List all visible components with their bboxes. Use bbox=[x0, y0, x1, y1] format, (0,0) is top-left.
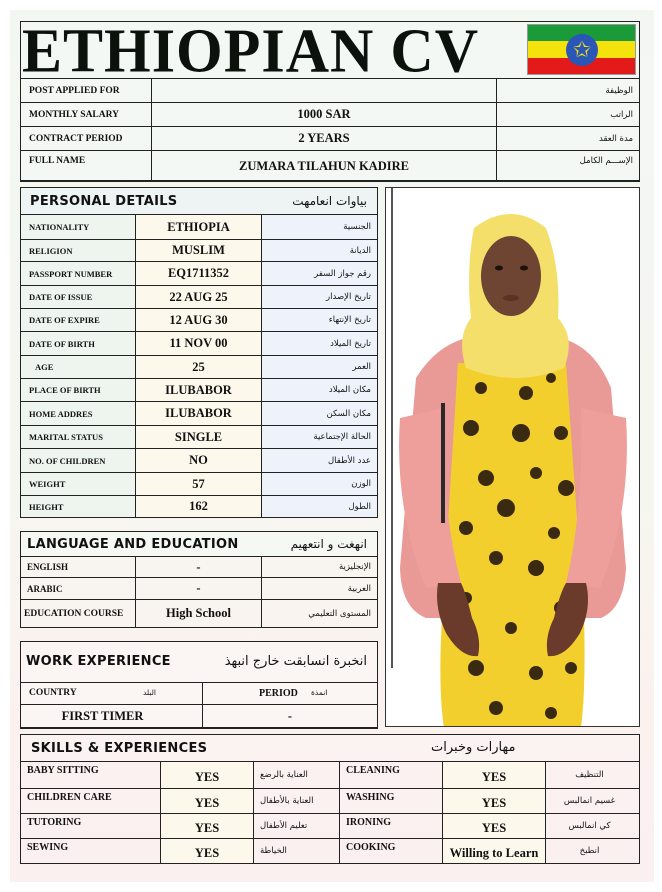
star-emblem-icon: ✩ bbox=[566, 34, 598, 66]
field-value: 57 bbox=[136, 473, 262, 496]
table-row bbox=[21, 379, 378, 402]
table-row bbox=[21, 426, 378, 449]
skill-value: YES bbox=[161, 762, 254, 789]
skill-label-ar: انطبخ bbox=[546, 839, 640, 864]
table-row bbox=[21, 762, 640, 789]
field-label: PASSPORT NUMBER bbox=[21, 262, 136, 286]
skill-label-ar: الخياطة bbox=[254, 839, 340, 864]
skill-label: SEWING bbox=[21, 839, 161, 864]
field-label-ar: الراتب bbox=[497, 103, 640, 127]
table-row bbox=[21, 356, 378, 379]
field-value: NO bbox=[136, 449, 262, 473]
salary-value: 1000 SAR bbox=[152, 103, 497, 127]
top-info-table bbox=[20, 78, 640, 182]
field-label: HOME ADDRES bbox=[21, 402, 136, 426]
table-row bbox=[21, 286, 378, 309]
country-label-ar: البلد bbox=[142, 688, 156, 697]
field-label: ARABIC bbox=[21, 578, 136, 600]
field-label-ar: تاريخ الإصدار bbox=[262, 286, 378, 309]
section-title: WORK EXPERIENCE bbox=[26, 654, 171, 669]
country-label: COUNTRY bbox=[29, 688, 77, 698]
field-value: SINGLE bbox=[136, 426, 262, 449]
field-value: 25 bbox=[136, 356, 262, 379]
field-label-ar: الديانة bbox=[262, 240, 378, 262]
skill-value: YES bbox=[161, 789, 254, 814]
field-label-ar: الحالة الإجتماعية bbox=[262, 426, 378, 449]
field-label-ar: العربية bbox=[262, 578, 378, 600]
skill-label-ar: كي انمالبس bbox=[546, 814, 640, 839]
field-label-ar: عدد الأطفال bbox=[262, 449, 378, 473]
skills-table bbox=[20, 761, 640, 864]
field-label-ar: مكان الميلاد bbox=[262, 379, 378, 402]
field-label-ar: المستوى التعليمي bbox=[262, 600, 378, 628]
table-row bbox=[21, 839, 640, 864]
full-name-value: ZUMARA TILAHUN KADIRE bbox=[152, 151, 497, 182]
field-label: PLACE OF BIRTH bbox=[21, 379, 136, 402]
field-label-ar: الوزن bbox=[262, 473, 378, 496]
field-value: MUSLIM bbox=[136, 240, 262, 262]
skill-label: CHILDREN CARE bbox=[21, 789, 161, 814]
skill-label-ar: غسيم انمالبس bbox=[546, 789, 640, 814]
table-row bbox=[21, 449, 378, 473]
field-label-ar: الجنسية bbox=[262, 215, 378, 240]
face bbox=[481, 236, 541, 316]
skill-label: CLEANING bbox=[340, 762, 443, 789]
field-label-ar: مكان السكن bbox=[262, 402, 378, 426]
table-row bbox=[21, 557, 378, 578]
field-label: DATE OF ISSUE bbox=[21, 286, 136, 309]
field-value: EQ1711352 bbox=[136, 262, 262, 286]
table-row bbox=[21, 332, 378, 356]
table-row bbox=[21, 240, 378, 262]
field-label: EDUCATION COURSE bbox=[21, 600, 136, 628]
field-label: HEIGHT bbox=[21, 496, 136, 518]
table-row bbox=[21, 103, 640, 127]
skill-value: YES bbox=[443, 762, 546, 789]
field-label: DATE OF EXPIRE bbox=[21, 309, 136, 332]
skill-label: COOKING bbox=[340, 839, 443, 864]
ethiopia-flag-icon bbox=[527, 24, 636, 75]
table-row bbox=[21, 215, 378, 240]
skill-value: YES bbox=[443, 814, 546, 839]
period-value: - bbox=[203, 705, 378, 728]
field-label: POST APPLIED FOR bbox=[21, 79, 152, 103]
table-row bbox=[21, 151, 640, 182]
country-header bbox=[21, 683, 203, 705]
page-title: ETHIOPIAN CV bbox=[22, 15, 480, 86]
field-label-ar: العمر bbox=[262, 356, 378, 379]
field-label: NO. OF CHILDREN bbox=[21, 449, 136, 473]
field-value: 11 NOV 00 bbox=[136, 332, 262, 356]
photo-illustration bbox=[386, 188, 640, 727]
table-row bbox=[21, 814, 640, 839]
field-label: ENGLISH bbox=[21, 557, 136, 578]
country-value: FIRST TIMER bbox=[21, 705, 203, 728]
field-value: - bbox=[136, 578, 262, 600]
field-label: NATIONALITY bbox=[21, 215, 136, 240]
field-value: High School bbox=[136, 600, 262, 628]
field-label-ar: الوظيفة bbox=[497, 79, 640, 103]
field-label: FULL NAME bbox=[21, 151, 152, 182]
table-row bbox=[21, 473, 378, 496]
skill-label-ar: تعليم الأطفال bbox=[254, 814, 340, 839]
skill-value: Willing to Learn bbox=[443, 839, 546, 864]
field-label: WEIGHT bbox=[21, 473, 136, 496]
field-label-ar: مدة العقد bbox=[497, 127, 640, 151]
table-row bbox=[21, 789, 640, 814]
table-row bbox=[21, 683, 378, 705]
skill-value: YES bbox=[161, 839, 254, 864]
skill-label-ar: التنظيف bbox=[546, 762, 640, 789]
field-value: - bbox=[136, 557, 262, 578]
table-row bbox=[21, 600, 378, 628]
skill-label: TUTORING bbox=[21, 814, 161, 839]
contract-period-value: 2 YEARS bbox=[152, 127, 497, 151]
skill-label: WASHING bbox=[340, 789, 443, 814]
bag-strap bbox=[441, 403, 445, 523]
period-label: PERIOD bbox=[259, 688, 298, 699]
table-row bbox=[21, 309, 378, 332]
field-label: DATE OF BIRTH bbox=[21, 332, 136, 356]
work-experience-table bbox=[20, 682, 378, 728]
field-label-ar: رقم جواز السفر bbox=[262, 262, 378, 286]
field-value: 22 AUG 25 bbox=[136, 286, 262, 309]
table-row bbox=[21, 705, 378, 728]
field-value: ILUBABOR bbox=[136, 402, 262, 426]
section-title: LANGUAGE AND EDUCATION bbox=[27, 537, 239, 552]
section-title: PERSONAL DETAILS bbox=[30, 194, 178, 209]
candidate-photo bbox=[385, 187, 640, 727]
table-row bbox=[21, 127, 640, 151]
field-value: 162 bbox=[136, 496, 262, 518]
field-label-ar: الإســـم الكامل bbox=[497, 151, 640, 182]
field-label: MARITAL STATUS bbox=[21, 426, 136, 449]
skill-label: BABY SITTING bbox=[21, 762, 161, 789]
period-header bbox=[203, 683, 378, 705]
skill-label: IRONING bbox=[340, 814, 443, 839]
section-title-ar: مهارات وخبرات bbox=[431, 740, 516, 755]
skill-value: YES bbox=[443, 789, 546, 814]
language-table bbox=[20, 556, 378, 628]
language-education-header bbox=[20, 531, 378, 557]
section-title-ar: انخبرة انسابقت خارج انبهذ bbox=[224, 654, 367, 669]
post-applied-value bbox=[152, 79, 497, 103]
field-value: ETHIOPIA bbox=[136, 215, 262, 240]
field-label: CONTRACT PERIOD bbox=[21, 127, 152, 151]
field-label-ar: الطول bbox=[262, 496, 378, 518]
section-title-ar: بياوات انعامهت bbox=[292, 194, 367, 208]
skill-label-ar: العناية بالرضع bbox=[254, 762, 340, 789]
field-value: 12 AUG 30 bbox=[136, 309, 262, 332]
field-label: MONTHLY SALARY bbox=[21, 103, 152, 127]
field-label-ar: الإنجليزية bbox=[262, 557, 378, 578]
table-row bbox=[21, 402, 378, 426]
field-label-ar: تاريخ الميلاد bbox=[262, 332, 378, 356]
table-row bbox=[21, 578, 378, 600]
skill-value: YES bbox=[161, 814, 254, 839]
field-label-ar: تاريخ الإنتهاء bbox=[262, 309, 378, 332]
field-label: RELIGION bbox=[21, 240, 136, 262]
personal-details-header bbox=[20, 187, 378, 215]
table-row bbox=[21, 496, 378, 518]
dress bbox=[440, 363, 584, 727]
field-value: ILUBABOR bbox=[136, 379, 262, 402]
period-label-ar: انمذة bbox=[311, 688, 328, 697]
skill-label-ar: العناية بالأطفال bbox=[254, 789, 340, 814]
personal-details-table bbox=[20, 214, 378, 518]
table-row bbox=[21, 79, 640, 103]
photo-edge bbox=[391, 188, 393, 668]
table-row bbox=[21, 262, 378, 286]
field-label: AGE bbox=[21, 356, 136, 379]
skills-header bbox=[20, 734, 640, 762]
section-title-ar: انهغت و انتعهيم bbox=[290, 537, 367, 551]
section-title: SKILLS & EXPERIENCES bbox=[31, 741, 208, 756]
